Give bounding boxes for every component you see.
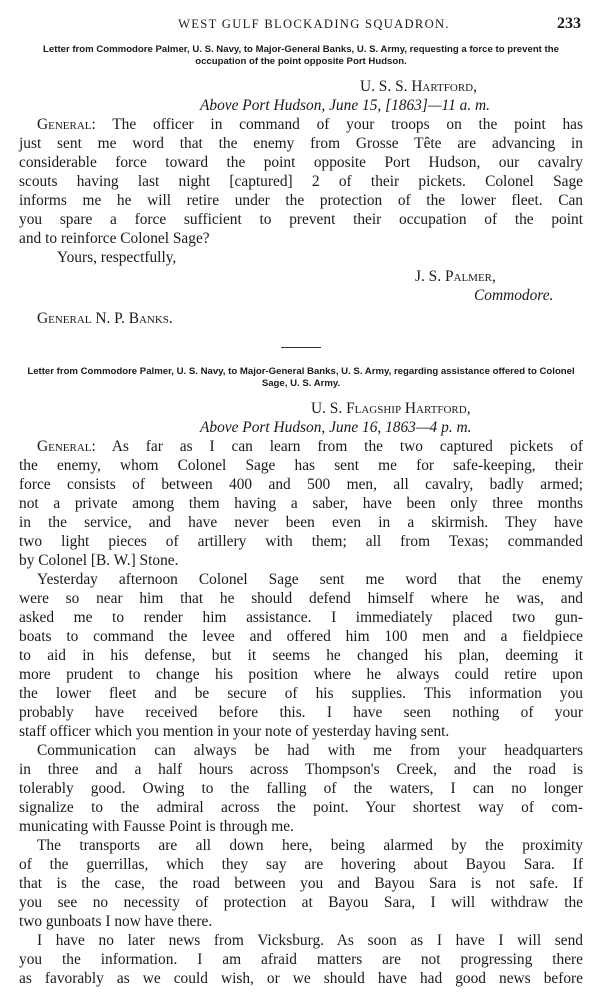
letter-2-paragraph-4: The transports are all down here, being alarmed by the proximity xyxy=(37,837,583,854)
letter-2-line: probably have received before this. I have seen nothing of your xyxy=(19,704,583,721)
letter-2-line: more prudent to change his position where he always could retire upon xyxy=(19,666,583,683)
letter-2-paragraph-3: Communication can always be had with me from your headquarters xyxy=(37,742,583,759)
letter-1-line: just sent me word that the enemy from Grosse Tête are advancing in xyxy=(19,135,583,152)
letter-2-line: two light pieces of artillery with them; all from Texas; commanded xyxy=(19,533,583,550)
section-divider xyxy=(281,347,321,348)
letter-2-caption: Letter from Commodore Palmer, U. S. Navy, to Major-General Banks, U. S. Army, regarding assistance offered to Colonel Sage, U. S. Army. xyxy=(27,366,575,389)
letter-2-line: boats to command the levee and offered him 100 men and a fieldpiece xyxy=(19,628,583,645)
letter-2-line: asked me to render him assistance. I immediately placed two gun- xyxy=(19,609,583,626)
page-number: 233 xyxy=(557,15,581,32)
letter-2-paragraph-1: General: As far as I can learn from the two captured pickets of xyxy=(37,438,583,455)
letter-1-dateline: Above Port Hudson, June 15, [1863]—11 a. m. xyxy=(200,97,490,114)
letter-2-line: tolerably good. Owing to the falling of the waters, I can no longer xyxy=(19,780,583,797)
letter-2-line: in three and a half hours across Thompson's Creek, and the road is xyxy=(19,761,583,778)
letter-2-paragraph-2: Yesterday afternoon Colonel Sage sent me word that the enemy xyxy=(37,571,583,588)
running-title: WEST GULF BLOCKADING SQUADRON. xyxy=(178,17,450,31)
running-head xyxy=(19,14,583,40)
letter-2-line: municating with Fausse Point is through me. xyxy=(19,818,294,835)
letter-1-addressee-text: General N. P. Banks. xyxy=(37,310,173,327)
letter-2-line: you see no necessity of protection at Bayou Sara, I will withdraw the xyxy=(19,894,583,911)
letter-1-line: you spare a force sufficient to prevent their occupation of the point xyxy=(19,211,583,228)
letter-1-paragraph: General: The officer in command of your troops on the point has xyxy=(37,116,583,133)
letter-2-dateline: Above Port Hudson, June 16, 1863—4 p. m. xyxy=(200,419,472,436)
letter-2-paragraph-5: I have no later news from Vicksburg. As soon as I have I will send xyxy=(37,932,583,949)
letter-1-salutation: General: xyxy=(37,116,96,133)
letter-1-signature-role: Commodore. xyxy=(474,287,554,304)
letter-1-body xyxy=(19,115,583,248)
letter-1-signature: J. S. Palmer, xyxy=(415,268,496,285)
letter-2-line: were so near him that he should defend himself where he was, and xyxy=(19,590,583,607)
letter-1-addressee xyxy=(19,309,583,328)
letter-1-caption: Letter from Commodore Palmer, U. S. Navy, to Major-General Banks, U. S. Army, requesting a force to prevent the occupation of the point opposite Port Hudson. xyxy=(43,44,559,67)
letter-2-line: signalize to the admiral across the point. Your shortest way of com- xyxy=(19,799,583,816)
letter-1 xyxy=(19,44,583,328)
letter-2-line: two gunboats I now have there. xyxy=(19,913,213,930)
letter-1-line: scouts having last night [captured] 2 of their pickets. Colonel Sage xyxy=(19,173,583,190)
letter-2-line: the enemy, whom Colonel Sage has sent me for safe-keeping, their xyxy=(19,457,583,474)
letter-1-line: considerable force toward the point opposite Port Hudson, our cavalry xyxy=(19,154,583,171)
letter-2-heading xyxy=(19,399,583,437)
letter-2-line: by Colonel [B. W.] Stone. xyxy=(19,552,179,569)
letter-2-ship: U. S. Flagship Hartford, xyxy=(311,400,471,417)
letter-2-line: to aid in his defense, but it seems he changed his plan, deeming it xyxy=(19,647,583,664)
letter-2-line: the lower fleet and be secure of his supplies. This information you xyxy=(19,685,583,702)
letter-2-line: as favorably as we could wish, or we should have had good news before xyxy=(19,970,583,987)
letter-1-closing: Yours, respectfully, xyxy=(57,249,177,266)
letter-2-line: of the guerrillas, which they say are hovering about Bayou Sara. If xyxy=(19,856,583,873)
letter-2-line: that is the case, the road between you and Bayou Sara is not safe. If xyxy=(19,875,583,892)
letter-2-salutation: General: xyxy=(37,438,96,455)
letter-1-heading xyxy=(19,77,583,115)
letter-2-line: you the information. I am afraid matters are not progressing there xyxy=(19,951,583,968)
letter-1-line: informs me he will retire under the protection of the lower fleet. Can xyxy=(19,192,583,209)
letter-2-body xyxy=(19,437,583,988)
letter-2 xyxy=(19,366,583,988)
letter-2-line: not a private among them having a saber, have been only three months xyxy=(19,495,583,512)
letter-2-line: staff officer which you mention in your note of yesterday having sent. xyxy=(19,723,450,740)
letter-2-line: in the service, and have never been even in a skirmish. They have xyxy=(19,514,583,531)
letter-1-ship: U. S. S. Hartford, xyxy=(360,78,477,95)
letter-2-line: force consists of between 400 and 500 men, all cavalry, badly armed; xyxy=(19,476,583,493)
letter-1-line: and to reinforce Colonel Sage? xyxy=(19,230,210,247)
